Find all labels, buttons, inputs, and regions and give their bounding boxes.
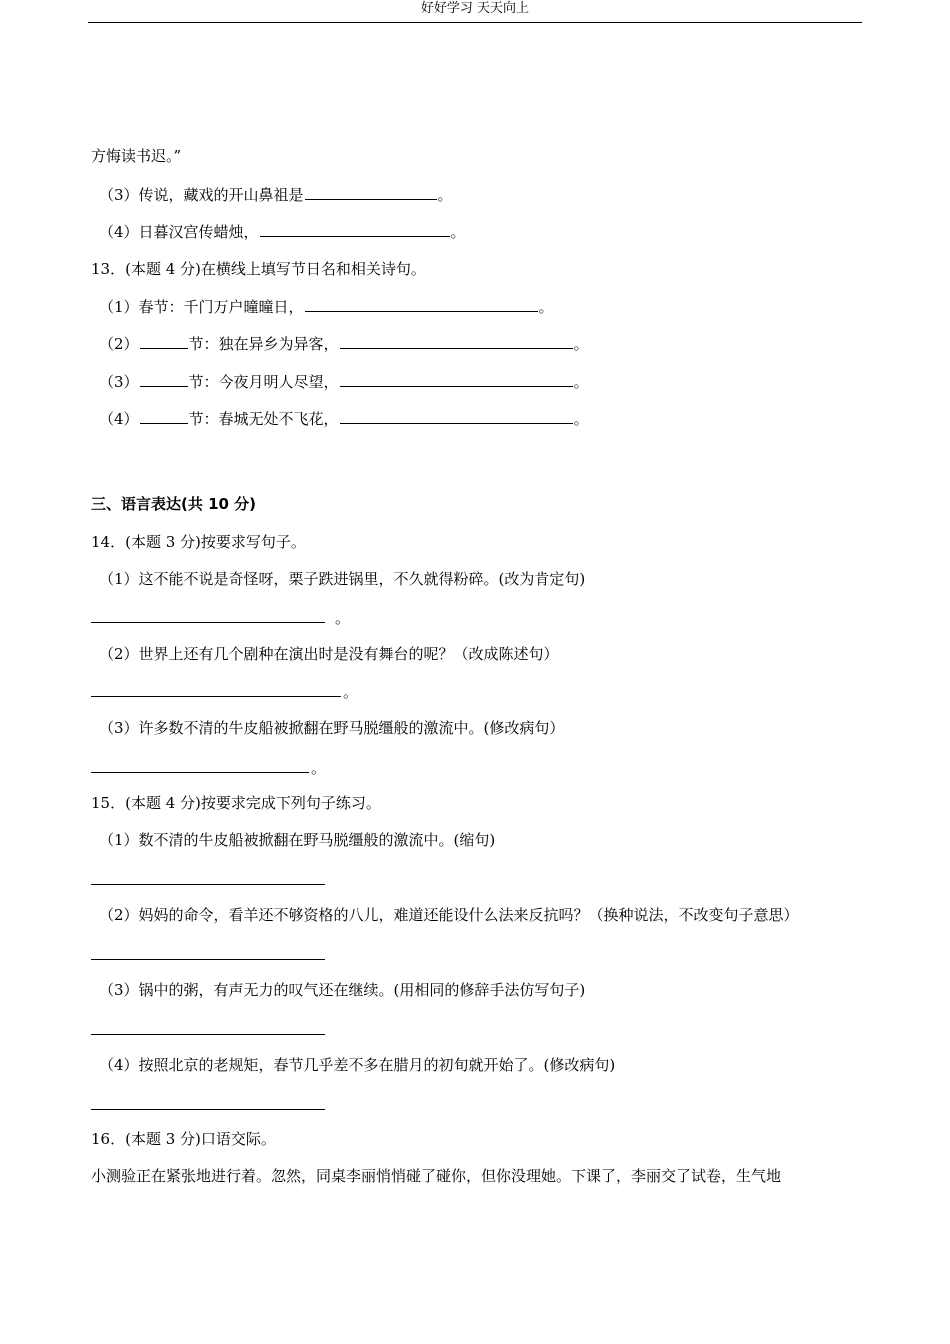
q12-3: （3）传说，藏戏的开山鼻祖是 。 [99,186,453,204]
answer-blank[interactable] [340,333,573,349]
festival-blank[interactable] [140,333,188,349]
answer-blank[interactable] [340,408,573,424]
answer-blank[interactable] [305,184,437,200]
q13-3: （3） 节：今夜月明人尽望， 。 [99,373,589,391]
header-motto: 好好学习 天天向上 [420,1,530,16]
answer-blank[interactable] [340,371,573,387]
question-15-title: 15．(本题 4 分)按要求完成下列句子练习。 [91,794,381,812]
answer-line[interactable] [91,1034,325,1035]
answer-line[interactable] [91,959,325,960]
line-end-mark: 。 [311,759,327,777]
q13-1: （1）春节：千门万户曈曈日， 。 [99,298,554,316]
q15-4: （4）按照北京的老规矩，春节几乎差不多在腊月的初旬就开始了。(修改病句) [99,1056,616,1074]
q14-1: （1）这不能不说是奇怪呀，栗子跌进锅里，不久就得粉碎。(改为肯定句) [99,570,586,588]
q16-scenario: 小测验正在紧张地进行着。忽然，同桌李丽悄悄碰了碰你，但你没理她。下课了，李丽交了试卷，生气地 [91,1167,782,1185]
line-end-mark: 。 [335,609,351,627]
answer-line[interactable] [91,622,325,623]
q13-4: （4） 节：春城无处不飞花， 。 [99,410,589,428]
q14-3: （3）许多数不清的牛皮船被掀翻在野马脱缰般的激流中。(修改病句） [99,719,565,737]
q14-2: （2）世界上还有几个剧种在演出时是没有舞台的呢？（改成陈述句） [99,645,559,663]
q15-3: （3）锅中的粥，有声无力的叹气还在继续。(用相同的修辞手法仿写句子) [99,981,586,999]
answer-line[interactable] [91,1109,325,1110]
page-header [88,0,862,23]
q12-4: （4）日暮汉宫传蜡烛， 。 [99,223,466,241]
answer-line[interactable] [91,696,341,697]
question-14-title: 14．(本题 3 分)按要求写句子。 [91,533,306,551]
answer-line[interactable] [91,772,309,773]
answer-blank[interactable] [260,221,450,237]
answer-line[interactable] [91,884,325,885]
answer-blank[interactable] [305,296,538,312]
section-3-heading: 三、语言表达(共 10 分) [91,495,257,513]
line-end-mark: 。 [343,683,359,701]
festival-blank[interactable] [140,371,188,387]
q15-1: （1）数不清的牛皮船被掀翻在野马脱缰般的激流中。(缩句) [99,831,496,849]
poem-continuation: 方悔读书迟。” [91,147,182,165]
question-13-title: 13．(本题 4 分)在横线上填写节日名和相关诗句。 [91,260,426,278]
q13-2: （2） 节：独在异乡为异客， 。 [99,335,589,353]
question-16-title: 16．(本题 3 分)口语交际。 [91,1130,276,1148]
q15-2: （2）妈妈的命令，看羊还不够资格的八儿，难道还能设什么法来反抗吗？（换种说法，不改变句子意思） [99,906,799,924]
festival-blank[interactable] [140,408,188,424]
